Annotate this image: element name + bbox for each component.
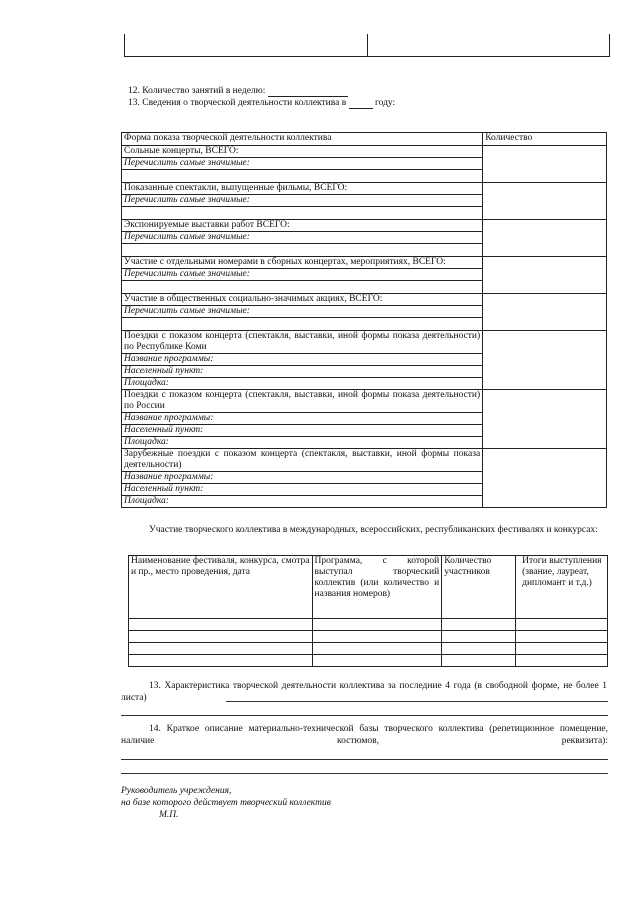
activity-count-cell[interactable] [483,146,607,183]
activity-row-label: Населенный пункт: [122,425,483,437]
item-13b-answer-line-2[interactable] [121,715,608,716]
item-13b-answer-line[interactable] [226,701,608,702]
activity-row-label: Населенный пункт: [122,366,483,378]
item-12: 12. Количество занятий в неделю: [128,86,348,97]
activity-header-form: Форма показа творческой деятельности коллектива [122,133,483,146]
festival-cell[interactable] [312,643,442,655]
festival-cell[interactable] [129,643,313,655]
item-14-answer-line-2[interactable] [121,773,608,774]
festival-cell[interactable] [516,655,608,667]
activity-row-label: Площадка: [122,437,483,449]
activity-row-label: Перечислить самые значимые: [122,195,483,207]
activity-row-blank[interactable] [122,318,483,331]
festival-cell[interactable] [516,643,608,655]
activity-row [122,183,607,195]
item-13: 13. Сведения о творческой деятельности коллектива в году: [128,98,396,108]
activity-count-cell[interactable] [483,331,607,390]
festival-header-results: Итоги выступления (звание, лауреат, дипломант и т.д.) [516,556,608,619]
festival-cell[interactable] [442,655,516,667]
activity-row-label: Название программы: [122,472,483,484]
activity-row-blank[interactable] [122,281,483,294]
activity-count-cell[interactable] [483,390,607,449]
festival-cell[interactable] [312,631,442,643]
activity-row [122,449,607,472]
festival-header-program: Программа, с которой выступал творческий коллектив (или количество и названия номеров) [312,556,442,619]
activity-row-label: Показанные спектакли, выпущенные фильмы, ВСЕГО: [122,183,483,195]
year-blank[interactable] [349,98,373,109]
item-14: 14. Краткое описание материально-технической базы творческого коллектива (репетиционное помещение, наличие костюмов, реквизита): [121,724,608,746]
festival-row [129,619,608,631]
activity-row [122,220,607,232]
item-13b: 13. Характеристика творческой деятельности коллектива за последние 4 года (в свободной форме, не более 1 листа) [121,681,607,703]
activity-row-label: Экспонируемые выставки работ ВСЕГО: [122,220,483,232]
festival-cell[interactable] [129,619,313,631]
festival-cell[interactable] [516,631,608,643]
activity-row-label: Перечислить самые значимые: [122,269,483,281]
activity-row-blank[interactable] [122,244,483,257]
activity-row-blank[interactable] [122,207,483,220]
activity-header-count: Количество [483,133,607,146]
festival-header-participants: Количество участников [442,556,516,619]
festival-table [128,555,608,667]
director-label: Руководитель учреждения, [121,786,232,796]
festival-cell[interactable] [442,643,516,655]
activity-row-label: Сольные концерты, ВСЕГО: [122,146,483,158]
festivals-intro: Участие творческого коллектива в международных, всероссийских, республиканских фестивалях и конкурсах: [149,525,598,535]
activity-row-label: Название программы: [122,354,483,366]
activity-row [122,257,607,269]
activity-row [122,390,607,413]
stamp-mark: М.П. [159,810,179,820]
festival-cell[interactable] [129,631,313,643]
lessons-per-week-blank[interactable] [268,86,348,97]
previous-table-fragment [124,34,610,57]
festival-cell[interactable] [312,619,442,631]
festival-header-row [129,556,608,619]
activity-header-row [122,133,607,146]
activity-row-label: Участие с отдельными номерами в сборных концертах, мероприятиях, ВСЕГО: [122,257,483,269]
festival-cell[interactable] [442,619,516,631]
activity-row-label: Перечислить самые значимые: [122,306,483,318]
activity-row-label: Площадка: [122,378,483,390]
activity-count-cell[interactable] [483,183,607,220]
activity-row-label: Поездки с показом концерта (спектакля, выставки, иной формы показа деятельности) по России [122,390,483,413]
activity-row-blank[interactable] [122,170,483,183]
activity-row-label: Перечислить самые значимые: [122,232,483,244]
festival-row [129,643,608,655]
activity-row-label: Населенный пункт: [122,484,483,496]
activity-count-cell[interactable] [483,294,607,331]
activity-count-cell[interactable] [483,257,607,294]
festival-cell[interactable] [312,655,442,667]
festival-row [129,655,608,667]
activity-row [122,331,607,354]
item-14-answer-line-1[interactable] [121,759,608,760]
festival-cell[interactable] [516,619,608,631]
activity-row [122,294,607,306]
festival-cell[interactable] [442,631,516,643]
signature-block [121,785,331,821]
activity-row-label: Поездки с показом концерта (спектакля, выставки, иной формы показа деятельности) по Республике Коми [122,331,483,354]
activity-row [122,146,607,158]
director-label-2: на базе которого действует творческий коллектив [121,798,331,808]
activity-row-label: Название программы: [122,413,483,425]
activity-count-cell[interactable] [483,449,607,508]
festival-row [129,631,608,643]
activity-row-label: Перечислить самые значимые: [122,158,483,170]
activity-row-label: Участие в общественных социально-значимых акциях, ВСЕГО: [122,294,483,306]
activity-count-cell[interactable] [483,220,607,257]
activity-row-label: Площадка: [122,496,483,508]
festival-header-name: Наименование фестиваля, конкурса, смотра и пр., место проведения, дата [129,556,313,619]
activity-table [121,132,607,508]
activity-row-label: Зарубежные поездки с показом концерта (спектакля, выставки, иной формы показа деятельности) [122,449,483,472]
festival-cell[interactable] [129,655,313,667]
